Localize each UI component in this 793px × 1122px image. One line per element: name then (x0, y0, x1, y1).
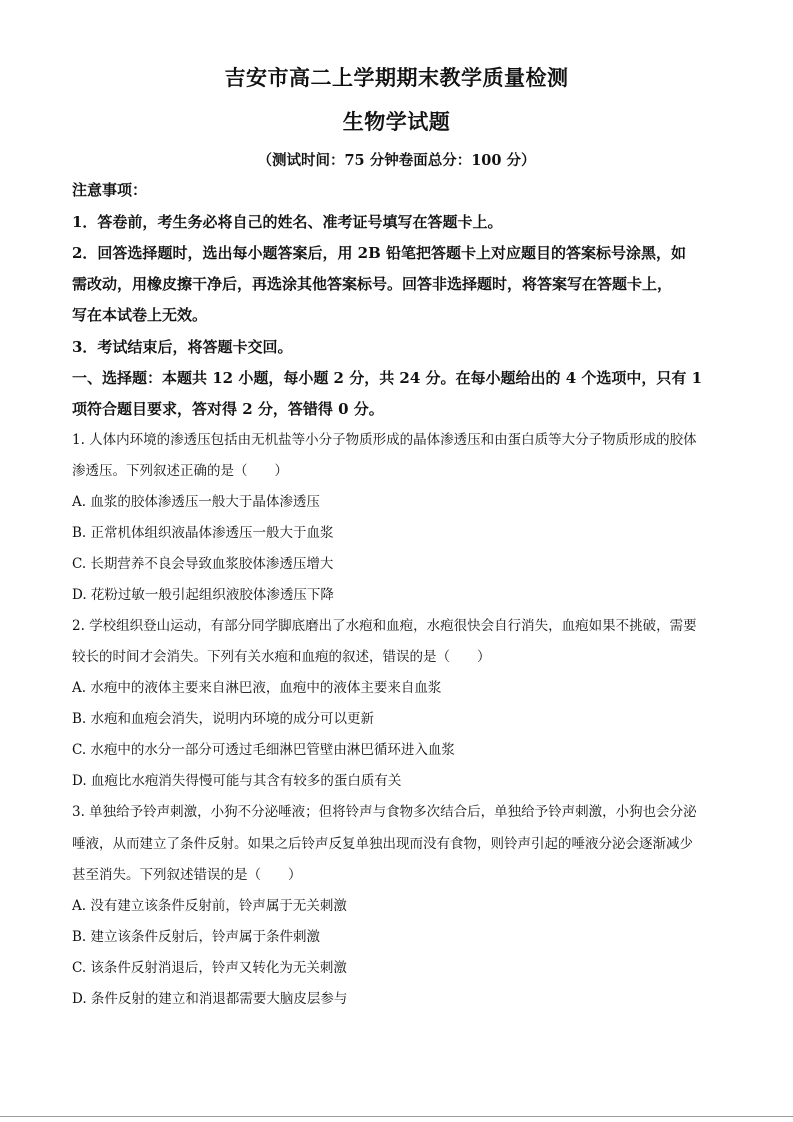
section-heading-line-1: 一、选择题：本题共 12 小题，每小题 2 分，共 24 分。在每小题给出的 4 个选项中，只有 1 (72, 369, 703, 387)
question-3-stem-line-1: 3. 单独给予铃声刺激，小狗不分泌唾液；但将铃声与食物多次结合后，单独给予铃声刺激，小狗也会分泌 (72, 804, 697, 820)
notice-item-2-line-3: 写在本试卷上无效。 (72, 306, 208, 324)
question-3-option-a: A. 没有建立该条件反射前，铃声属于无关刺激 (72, 898, 347, 914)
page-bottom-divider (0, 1116, 793, 1117)
question-1-option-a: A. 血浆的胶体渗透压一般大于晶体渗透压 (72, 494, 320, 510)
question-3-option-c: C. 该条件反射消退后，铃声又转化为无关刺激 (72, 960, 347, 976)
question-2-option-d: D. 血疱比水疱消失得慢可能与其含有较多的蛋白质有关 (72, 773, 402, 789)
question-1-stem-line-2: 渗透压。下列叙述正确的是（ ） (72, 463, 288, 479)
question-1-option-d: D. 花粉过敏一般引起组织液胶体渗透压下降 (72, 587, 334, 603)
question-1-option-c: C. 长期营养不良会导致血浆胶体渗透压增大 (72, 556, 334, 572)
exam-title: 吉安市高二上学期期末教学质量检测 (224, 65, 569, 90)
notice-item-3: 3．考试结束后，将答题卡交回。 (72, 338, 293, 356)
subject-title: 生物学试题 (342, 109, 451, 134)
question-3-option-d: D. 条件反射的建立和消退都需要大脑皮层参与 (72, 991, 348, 1007)
question-2-option-a: A. 水疱中的液体主要来自淋巴液，血疱中的液体主要来自血浆 (72, 680, 442, 696)
question-3-stem-line-3: 甚至消失。下列叙述错误的是（ ） (72, 867, 302, 883)
question-2-option-c: C. 水疱中的水分一部分可透过毛细淋巴管壁由淋巴循环进入血浆 (72, 742, 455, 758)
question-2-stem-line-1: 2. 学校组织登山运动，有部分同学脚底磨出了水疱和血疱，水疱很快会自行消失，血疱如果不挑破，需要 (72, 618, 697, 634)
question-2-stem-line-2: 较长的时间才会消失。下列有关水疱和血疱的叙述，错误的是（ ） (72, 649, 491, 665)
question-1-option-b: B. 正常机体组织液晶体渗透压一般大于血浆 (72, 525, 334, 541)
question-1-stem-line-1: 1. 人体内环境的渗透压包括由无机盐等小分子物质形成的晶体渗透压和由蛋白质等大分子物质形成的胶体 (72, 432, 697, 448)
exam-info: （测试时间：75 分钟卷面总分：100 分） (257, 152, 536, 169)
section-heading-line-2: 项符合题目要求，答对得 2 分，答错得 0 分。 (72, 400, 384, 418)
notice-item-2-line-1: 2．回答选择题时，选出每小题答案后，用 2B 铅笔把答题卡上对应题目的答案标号涂黑，如 (72, 244, 687, 262)
notice-item-2-line-2: 需改动，用橡皮擦干净后，再选涂其他答案标号。回答非选择题时，将答案写在答题卡上， (72, 275, 673, 293)
question-2-option-b: B. 水疱和血疱会消失，说明内环境的成分可以更新 (72, 711, 375, 727)
notice-heading: 注意事项： (72, 181, 148, 199)
question-3-stem-line-2: 唾液，从而建立了条件反射。如果之后铃声反复单独出现而没有食物，则铃声引起的唾液分泌会逐渐减少 (72, 836, 693, 852)
notice-item-1: 1．答卷前，考生务必将自己的姓名、准考证号填写在答题卡上。 (72, 213, 503, 231)
question-3-option-b: B. 建立该条件反射后，铃声属于条件刺激 (72, 929, 321, 945)
